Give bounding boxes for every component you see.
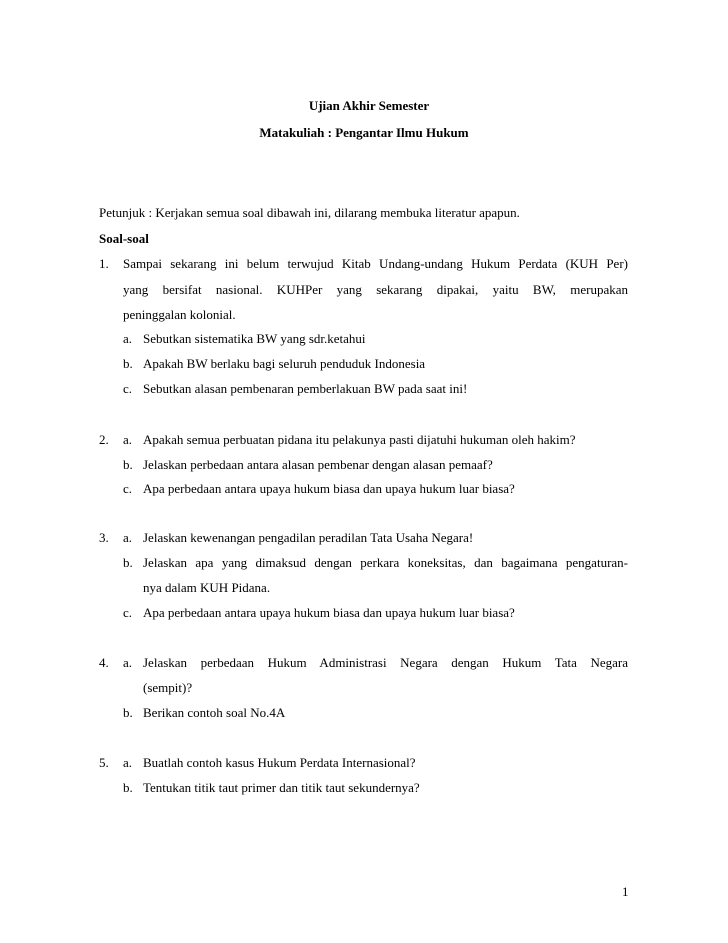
- item-text: Jelaskan perbedaan Hukum Administrasi Negara dengan Hukum Tata Negara: [143, 655, 628, 670]
- item-text: Tentukan titik taut primer dan titik taut sekundernya?: [143, 780, 420, 795]
- item-text: Buatlah contoh kasus Hukum Perdata Internasional?: [143, 755, 416, 770]
- item-text: Jelaskan kewenangan pengadilan peradilan Tata Usaha Negara!: [143, 530, 474, 545]
- item-text: Berikan contoh soal No.4A: [143, 705, 286, 720]
- question-number: 4.: [99, 655, 109, 670]
- item-label: a.: [123, 432, 133, 447]
- item-label: a.: [123, 331, 133, 346]
- exam-title: Ujian Akhir Semester: [308, 98, 430, 113]
- instructions: Petunjuk : Kerjakan semua soal dibawah ini, dilarang membuka literatur apapun.: [99, 205, 520, 220]
- question-intro-line: yang bersifat nasional. KUHPer yang sekarang dipakai, yaitu BW, merupakan: [123, 282, 628, 297]
- item-label: a.: [123, 655, 133, 670]
- item-text: Sebutkan alasan pembenaran pemberlakuan BW pada saat ini!: [143, 381, 468, 396]
- item-label: b.: [123, 705, 133, 720]
- question-intro-line: Sampai sekarang ini belum terwujud Kitab Undang-undang Hukum Perdata (KUH Per): [123, 256, 628, 271]
- course-title: Matakuliah : Pengantar Ilmu Hukum: [259, 125, 469, 140]
- item-text-continued: nya dalam KUH Pidana.: [143, 580, 271, 595]
- item-label: b.: [123, 555, 133, 570]
- question-intro-line: peninggalan kolonial.: [123, 307, 236, 322]
- item-label: a.: [123, 530, 133, 545]
- item-label: a.: [123, 755, 133, 770]
- item-text: Apa perbedaan antara upaya hukum biasa dan upaya hukum luar biasa?: [143, 605, 515, 620]
- item-label: c.: [123, 605, 133, 620]
- question-number: 1.: [99, 256, 109, 271]
- page-number: 1: [622, 884, 629, 899]
- item-label: b.: [123, 780, 133, 795]
- item-label: b.: [123, 356, 133, 371]
- question-number: 5.: [99, 755, 109, 770]
- item-text: Apa perbedaan antara upaya hukum biasa dan upaya hukum luar biasa?: [143, 481, 515, 496]
- item-text: Apakah semua perbuatan pidana itu pelakunya pasti dijatuhi hukuman oleh hakim?: [143, 432, 576, 447]
- item-text: Jelaskan perbedaan antara alasan pembenar dengan alasan pemaaf?: [143, 457, 493, 472]
- item-label: b.: [123, 457, 133, 472]
- question-number: 3.: [99, 530, 109, 545]
- question-number: 2.: [99, 432, 109, 447]
- item-text-continued: (sempit)?: [143, 680, 193, 695]
- item-text: Apakah BW berlaku bagi seluruh penduduk Indonesia: [143, 356, 426, 371]
- item-label: c.: [123, 481, 133, 496]
- item-label: c.: [123, 381, 133, 396]
- item-text: Sebutkan sistematika BW yang sdr.ketahui: [143, 331, 366, 346]
- item-text: Jelaskan apa yang dimaksud dengan perkara koneksitas, dan bagaimana pengaturan-: [143, 555, 628, 570]
- section-heading: Soal-soal: [99, 231, 149, 246]
